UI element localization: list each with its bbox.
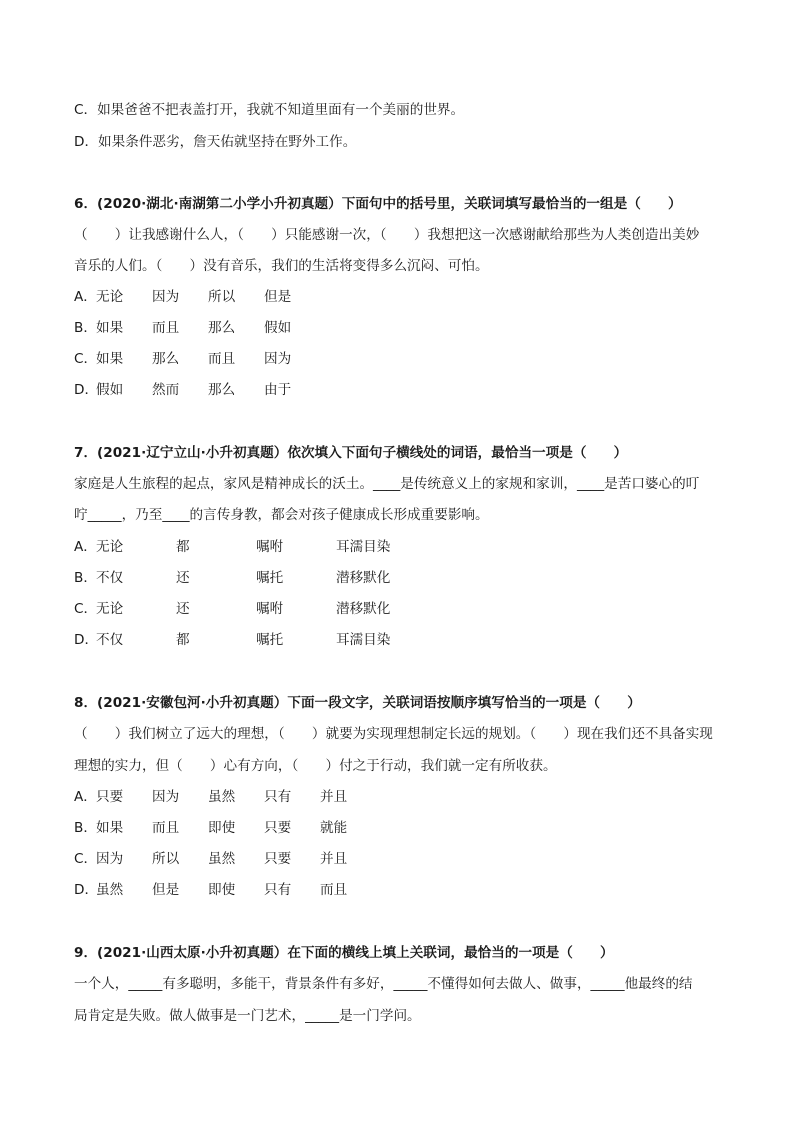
question-6-option-a[interactable] xyxy=(74,288,320,306)
question-7-text-line-1: 家庭是人生旅程的起点，家风是精神成长的沃土。____是传统意义上的家规和家训，____是苦口婆心的叮 xyxy=(74,476,700,492)
option-word: 那么 xyxy=(208,382,236,398)
option-word: 无论 xyxy=(96,289,124,305)
option-word: 即使 xyxy=(208,882,236,898)
option-word: 所以 xyxy=(208,289,236,305)
option-word: 如果 xyxy=(96,820,124,836)
option-word: 就能 xyxy=(320,820,348,836)
option-word: 嘱咐 xyxy=(256,601,284,617)
option-word: 如果 xyxy=(96,320,124,336)
question-8-text-line-2: 理想的实力，但（ ）心有方向，（ ）付之于行动，我们就一定有所收获。 xyxy=(74,758,557,774)
option-word: 无论 xyxy=(96,539,124,555)
question-6-option-c[interactable] xyxy=(74,350,320,368)
option-word: 嘱托 xyxy=(256,570,284,586)
option-word: 不仅 xyxy=(96,632,124,648)
option-word: 嘱咐 xyxy=(256,539,284,555)
option-label: A． xyxy=(74,789,97,805)
option-label: A． xyxy=(74,289,97,305)
option-word: 而且 xyxy=(208,351,236,367)
option-word: 耳濡目染 xyxy=(336,632,391,648)
option-word: 但是 xyxy=(264,289,292,305)
option-word: 都 xyxy=(176,632,190,648)
question-7-option-a[interactable] xyxy=(74,538,416,556)
option-word: 嘱托 xyxy=(256,632,284,648)
option-word: 不仅 xyxy=(96,570,124,586)
question-7-option-d[interactable] xyxy=(74,631,416,649)
option-label: D． xyxy=(74,882,99,898)
option-c-prev: C．如果爸爸不把表盖打开，我就不知道里面有一个美丽的世界。 xyxy=(74,102,465,118)
option-word: 假如 xyxy=(264,320,292,336)
option-d-prev: D．如果条件恶劣，詹天佑就坚持在野外工作。 xyxy=(74,134,357,150)
question-8-option-c[interactable] xyxy=(74,850,376,868)
option-word: 只有 xyxy=(264,789,292,805)
option-word: 因为 xyxy=(96,851,124,867)
option-word: 只要 xyxy=(264,851,292,867)
question-7-option-c[interactable] xyxy=(74,600,416,618)
question-8-option-a[interactable] xyxy=(74,788,376,806)
option-label: D． xyxy=(74,382,99,398)
option-label: C． xyxy=(74,601,98,617)
question-6-text-line-2: 音乐的人们。（ ）没有音乐，我们的生活将变得多么沉闷、可怕。 xyxy=(74,258,489,274)
question-6-option-b[interactable] xyxy=(74,319,320,337)
option-word: 耳濡目染 xyxy=(336,539,391,555)
option-word: 那么 xyxy=(152,351,180,367)
option-label: B． xyxy=(74,570,97,586)
question-9-text-line-1: 一个人，_____有多聪明，多能干，背景条件有多好，_____不懂得如何去做人、做事，_____他最终的结 xyxy=(74,976,693,992)
question-8-option-b[interactable] xyxy=(74,819,376,837)
option-label: C． xyxy=(74,351,98,367)
question-7-text-line-2: 咛_____，乃至____的言传身教，都会对孩子健康成长形成重要影响。 xyxy=(74,507,489,523)
option-word: 然而 xyxy=(152,382,180,398)
option-word: 潜移默化 xyxy=(336,570,391,586)
option-word: 还 xyxy=(176,570,190,586)
option-word: 而且 xyxy=(152,820,180,836)
option-word: 由于 xyxy=(264,382,292,398)
option-word: 只有 xyxy=(264,882,292,898)
question-8-title: 8．(2021·安徽包河·小升初真题）下面一段文字，关联词语按顺序填写恰当的一项是（ ） xyxy=(74,695,641,711)
question-6-title: 6．(2020·湖北·南湖第二小学小升初真题）下面句中的括号里，关联词填写最恰当的一组是（ ） xyxy=(74,196,682,212)
question-7-option-b[interactable] xyxy=(74,569,416,587)
option-label: B． xyxy=(74,320,97,336)
option-label: D． xyxy=(74,632,99,648)
option-label: B． xyxy=(74,820,97,836)
option-word: 并且 xyxy=(320,851,348,867)
option-label: C． xyxy=(74,851,98,867)
option-word: 因为 xyxy=(264,351,292,367)
option-label: A． xyxy=(74,539,97,555)
option-word: 虽然 xyxy=(96,882,124,898)
option-word: 虽然 xyxy=(208,851,236,867)
question-8-option-d[interactable] xyxy=(74,881,376,899)
question-8-text-line-1: （ ）我们树立了远大的理想，（ ）就要为实现理想制定长远的规划。（ ）现在我们还不具备实现 xyxy=(74,726,713,742)
option-word: 都 xyxy=(176,539,190,555)
option-word: 如果 xyxy=(96,351,124,367)
option-word: 而且 xyxy=(152,320,180,336)
question-6-option-d[interactable] xyxy=(74,381,320,399)
question-7-title: 7．(2021·辽宁立山·小升初真题）依次填入下面句子横线处的词语，最恰当一项是（ ） xyxy=(74,445,628,461)
option-word: 无论 xyxy=(96,601,124,617)
question-6-text-line-1: （ ）让我感谢什么人，（ ）只能感谢一次，（ ）我想把这一次感谢献给那些为人类创造出美妙 xyxy=(74,227,700,243)
option-word: 所以 xyxy=(152,851,180,867)
option-word: 即使 xyxy=(208,820,236,836)
option-word: 那么 xyxy=(208,320,236,336)
option-word: 只要 xyxy=(96,789,124,805)
option-word: 因为 xyxy=(152,789,180,805)
option-word: 并且 xyxy=(320,789,348,805)
option-word: 假如 xyxy=(96,382,124,398)
option-word: 因为 xyxy=(152,289,180,305)
question-9-text-line-2: 局肯定是失败。做人做事是一门艺术，_____是一门学问。 xyxy=(74,1008,421,1024)
option-word: 虽然 xyxy=(208,789,236,805)
option-word: 潜移默化 xyxy=(336,601,391,617)
option-word: 还 xyxy=(176,601,190,617)
option-word: 而且 xyxy=(320,882,348,898)
option-word: 但是 xyxy=(152,882,180,898)
option-word: 只要 xyxy=(264,820,292,836)
question-9-title: 9．(2021·山西太原·小升初真题）在下面的横线上填上关联词，最恰当的一项是（ ） xyxy=(74,945,614,961)
